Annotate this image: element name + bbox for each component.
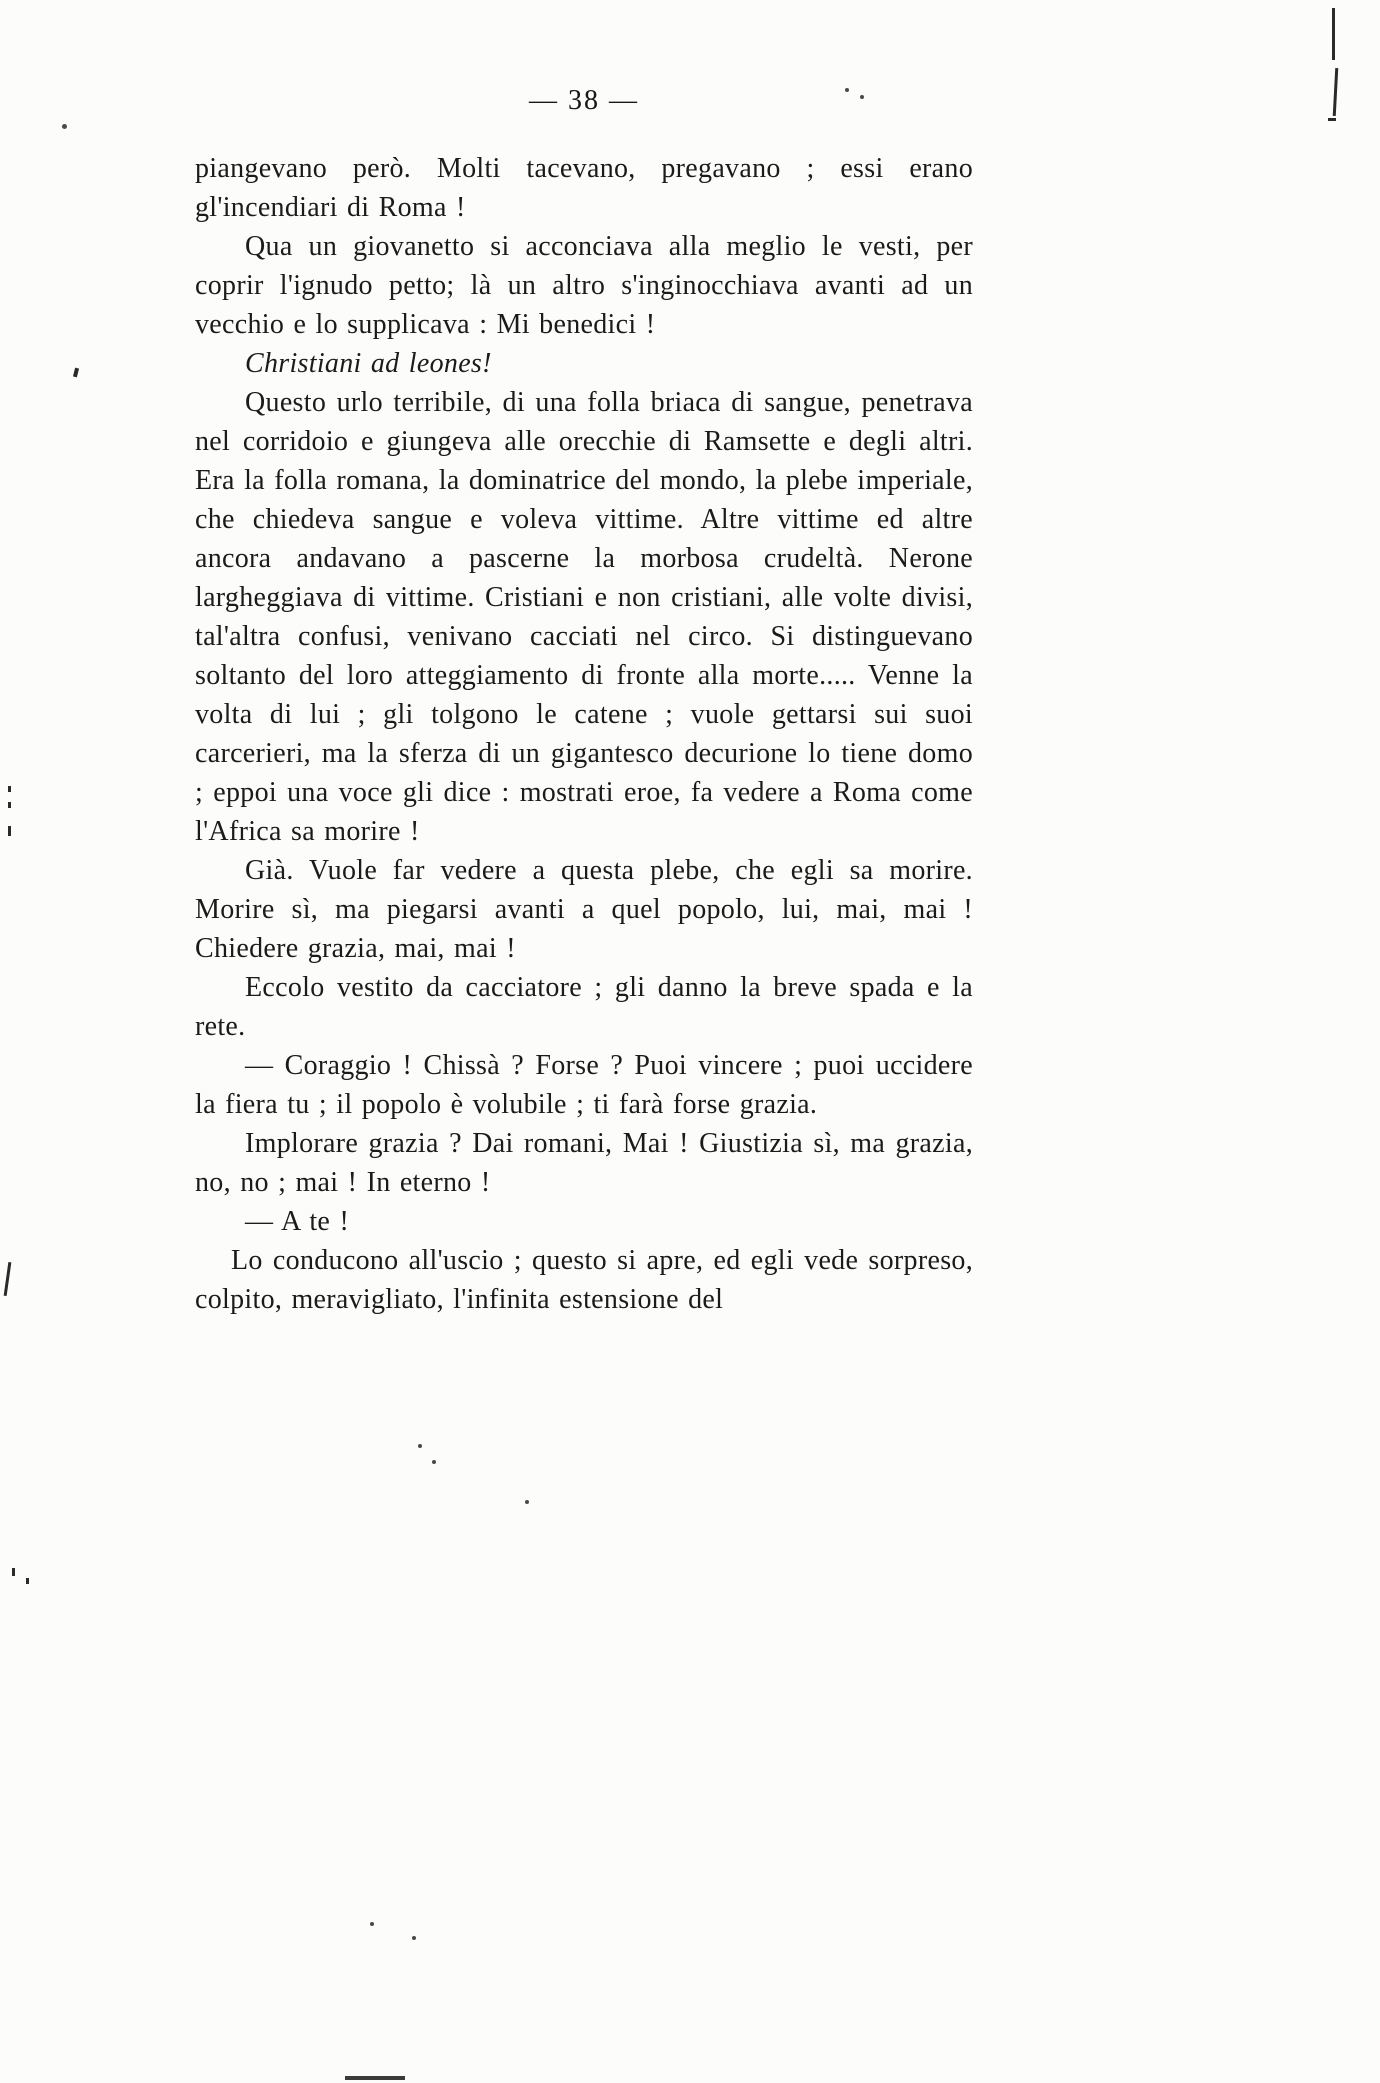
paragraph: Questo urlo terribile, di una folla briaca di sangue, penetrava nel corridoio e giungeva alle orecchie di Ramsette e degli altri. Era la folla romana, la dominatrice del mondo, la plebe imperiale, che chiedeva sangue e voleva vittime. Altre vittime ed altre ancora andavano a pascerne la morbosa crudeltà. Nerone largheggiava di vittime. Cristiani e non cristiani, alle volte divisi, tal'altra confusi, venivano cacciati nel circo. Si distinguevano soltanto del loro atteggiamento di fronte alla morte..... Venne la volta di lui ; gli tolgono le catene ; vuole gettarsi sui suoi carcerieri, ma la sferza di un gigantesco decurione lo tiene domo ; eppoi una voce gli dice : mostrati eroe, fa vedere a Roma come l'Africa sa morire !: [195, 387, 973, 847]
scan-artifact: [8, 826, 11, 836]
paragraph: — Coraggio ! Chissà ? Forse ? Puoi vincere ; puoi uccidere la fiera tu ; il popolo è volubile ; ti farà forse grazia.: [195, 1050, 973, 1120]
scan-artifact: [1328, 118, 1336, 121]
paragraph: — A te !: [245, 1206, 350, 1237]
scan-artifact: [12, 1568, 15, 1576]
paragraph: Implorare grazia ? Dai romani, Mai ! Giustizia sì, ma grazia, no, no ; mai ! In eterno !: [195, 1128, 973, 1198]
scan-artifact: [4, 1262, 12, 1296]
scan-artifact: [845, 88, 849, 92]
scan-artifact: [418, 1444, 422, 1448]
scan-artifact: [412, 1936, 416, 1940]
paragraph: Lo conducono all'uscio ; questo si apre, ed egli vede sorpreso, colpito, meravigliato, l'infinita estensione del: [195, 1245, 973, 1315]
paragraph: Qua un giovanetto si acconciava alla meglio le vesti, per coprir l'ignudo petto; là un altro s'inginocchiava avanti ad un vecchio e lo supplicava : Mi benedici !: [195, 231, 973, 340]
scan-artifact: [8, 802, 11, 808]
paragraph: piangevano però. Molti tacevano, pregavano ; essi erano gl'incendiari di Roma !: [195, 153, 973, 223]
text-column: [195, 85, 973, 1319]
scan-artifact: [62, 124, 67, 129]
paragraph: Christiani ad leones!: [245, 348, 492, 379]
scan-artifact: [26, 1578, 29, 1584]
scan-artifact: [1332, 8, 1335, 60]
paragraph: Eccolo vestito da cacciatore ; gli danno la breve spada e la rete.: [195, 972, 973, 1042]
scan-artifact: [860, 95, 864, 99]
scan-artifact: [1333, 68, 1339, 116]
scan-artifact: [345, 2076, 405, 2080]
scan-artifact: [432, 1460, 436, 1464]
page-body: [195, 149, 973, 1319]
paragraph: Già. Vuole far vedere a questa plebe, che egli sa morire. Morire sì, ma piegarsi avanti a quel popolo, lui, mai, mai ! Chiedere grazia, mai, mai !: [195, 855, 973, 964]
scan-artifact: [73, 368, 79, 378]
scan-artifact: [370, 1922, 374, 1926]
page-number: — 38 —: [529, 85, 639, 116]
scan-artifact: [8, 786, 11, 792]
scan-artifact: [525, 1500, 529, 1504]
